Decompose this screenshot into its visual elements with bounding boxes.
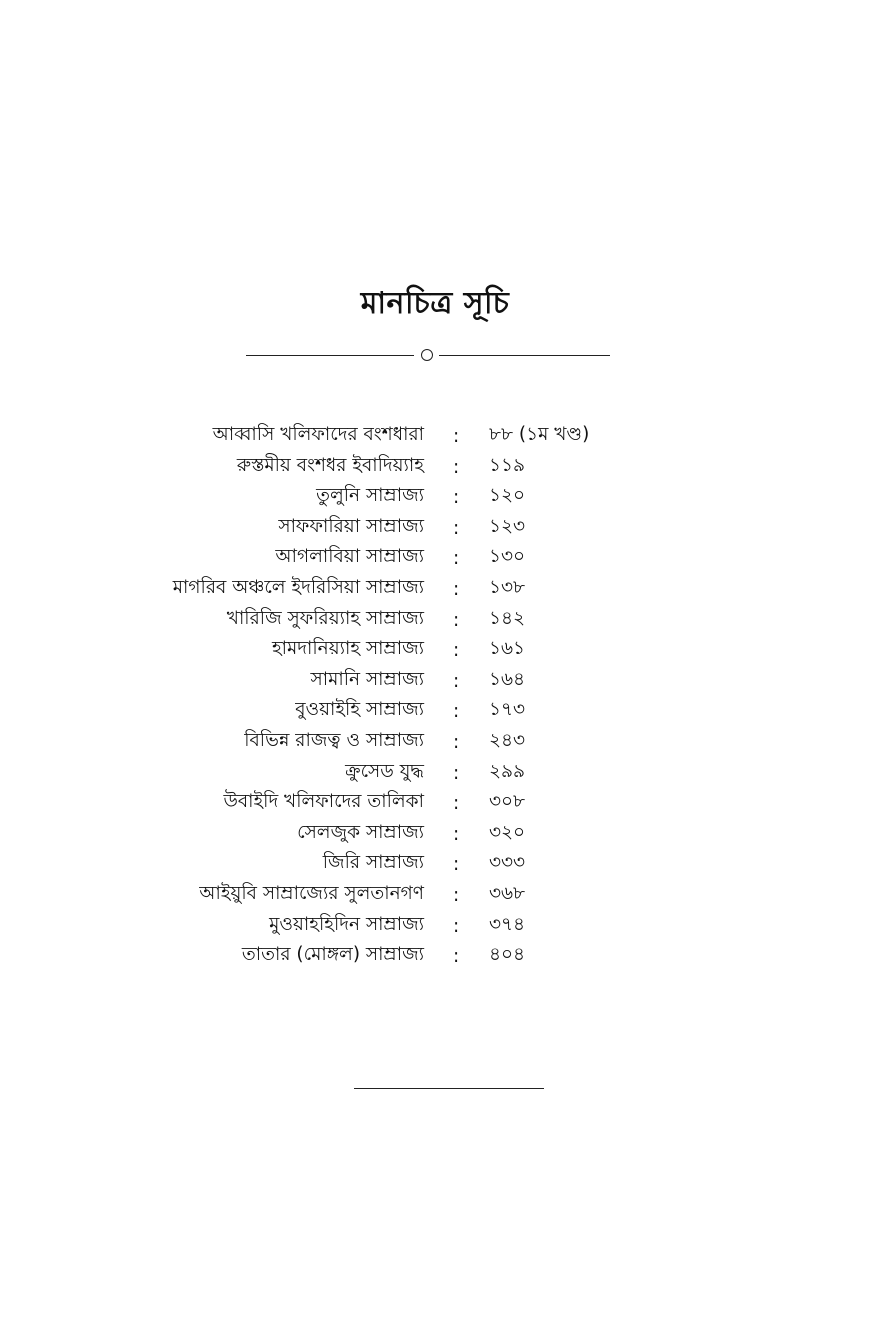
toc-entry-page: ২৪৩ xyxy=(489,729,526,751)
toc-entry xyxy=(0,787,870,818)
toc-entry-page: ১৬৪ xyxy=(489,668,526,690)
toc-entry xyxy=(0,757,870,788)
toc-entry xyxy=(0,512,870,543)
toc-entry xyxy=(0,726,870,757)
toc-entry-page: ১১৯ xyxy=(489,454,526,476)
toc-entry-page: ২৯৯ xyxy=(489,760,526,782)
toc-entry-separator: : xyxy=(453,426,460,447)
toc-entry-title: আগলাবিয়া সাম্রাজ্য xyxy=(275,546,424,568)
toc-entry-separator: : xyxy=(453,854,460,876)
toc-entry xyxy=(0,910,870,941)
toc-entry xyxy=(0,542,870,573)
toc-entry-separator: : xyxy=(453,548,460,570)
toc-entry-title: উবাইদি খলিফাদের তালিকা xyxy=(223,791,424,813)
toc-entry-title: সেলজুক সাম্রাজ্য xyxy=(297,821,424,843)
toc-entry-page: ৩৭৪ xyxy=(489,913,526,935)
page-title: মানচিত্র সূচি xyxy=(360,286,510,321)
toc-entry-page: ১৩০ xyxy=(489,546,526,568)
toc-entry xyxy=(0,848,870,879)
toc-entry xyxy=(0,695,870,726)
toc-entry-title: জিরি সাম্রাজ্য xyxy=(322,852,424,874)
bottom-rule xyxy=(354,1088,544,1089)
toc-entry-separator: : xyxy=(453,823,460,845)
toc-entry-page: ১২০ xyxy=(489,485,526,507)
toc-entry-page: ৮৮ (১ম খণ্ড) xyxy=(489,424,590,445)
toc-entry-page: ১৩৮ xyxy=(489,576,526,598)
toc-entry-page: ১৬১ xyxy=(489,638,526,660)
toc-entry xyxy=(0,818,870,849)
toc-entry-separator: : xyxy=(453,456,460,478)
toc-entry xyxy=(0,481,870,512)
toc-entry-title: তুলুনি সাম্রাজ্য xyxy=(316,485,424,507)
map-index-list xyxy=(0,420,870,971)
toc-entry-separator: : xyxy=(453,762,460,784)
divider-line-left xyxy=(246,355,414,356)
toc-entry-separator: : xyxy=(453,487,460,509)
toc-entry-page: ১২৩ xyxy=(489,515,526,537)
toc-entry-separator: : xyxy=(453,701,460,723)
toc-entry xyxy=(0,420,870,451)
title-ornament-divider xyxy=(246,349,610,363)
toc-entry-title: ক্রুসেড যুদ্ধ xyxy=(345,760,424,782)
toc-entry-separator: : xyxy=(453,517,460,539)
toc-entry-page: ৪০৪ xyxy=(489,944,526,966)
toc-entry-separator: : xyxy=(453,609,460,631)
toc-entry-separator: : xyxy=(453,884,460,906)
toc-entry-separator: : xyxy=(453,915,460,937)
toc-entry-page: ১৭৩ xyxy=(489,699,526,721)
toc-entry-page: ৩৩৩ xyxy=(489,852,526,874)
toc-entry-title: খারিজি সুফরিয়্যাহ সাম্রাজ্য xyxy=(226,607,424,629)
toc-entry-title: বিভিন্ন রাজত্ব ও সাম্রাজ্য xyxy=(244,729,424,751)
toc-entry-separator: : xyxy=(453,946,460,968)
toc-entry xyxy=(0,879,870,910)
toc-entry-page: ৩০৮ xyxy=(489,791,526,813)
toc-entry xyxy=(0,634,870,665)
toc-entry-title: আব্বাসি খলিফাদের বংশধারা xyxy=(212,424,424,445)
toc-entry xyxy=(0,604,870,635)
divider-circle-ornament xyxy=(421,349,433,361)
toc-entry-separator: : xyxy=(453,793,460,815)
toc-entry-title: বুওয়াইহি সাম্রাজ্য xyxy=(295,699,424,721)
toc-entry xyxy=(0,573,870,604)
toc-entry xyxy=(0,940,870,971)
toc-entry-page: ১৪২ xyxy=(489,607,526,629)
toc-entry-separator: : xyxy=(453,670,460,692)
divider-line-right xyxy=(439,355,610,356)
toc-entry-page: ৩২০ xyxy=(489,821,526,843)
toc-entry-title: সাফফারিয়া সাম্রাজ্য xyxy=(278,515,424,537)
toc-entry-title: মুওয়াহহিদিন সাম্রাজ্য xyxy=(269,913,424,935)
toc-entry-separator: : xyxy=(453,731,460,753)
toc-entry-title: মাগরিব অঞ্চলে ইদরিসিয়া সাম্রাজ্য xyxy=(172,576,424,598)
toc-entry xyxy=(0,665,870,696)
toc-entry-title: আইয়ুবি সাম্রাজ্যের সুলতানগণ xyxy=(199,882,424,904)
toc-entry xyxy=(0,451,870,482)
toc-entry-title: রুস্তমীয় বংশধর ইবাদিয়্যাহ xyxy=(236,454,424,476)
toc-entry-title: হামদানিয়্যাহ সাম্রাজ্য xyxy=(271,638,424,660)
toc-entry-title: সামানি সাম্রাজ্য xyxy=(310,668,424,690)
toc-entry-title: তাতার (মোঙ্গল) সাম্রাজ্য xyxy=(241,944,424,966)
toc-entry-separator: : xyxy=(453,578,460,600)
toc-entry-separator: : xyxy=(453,640,460,662)
toc-entry-page: ৩৬৮ xyxy=(489,882,526,904)
